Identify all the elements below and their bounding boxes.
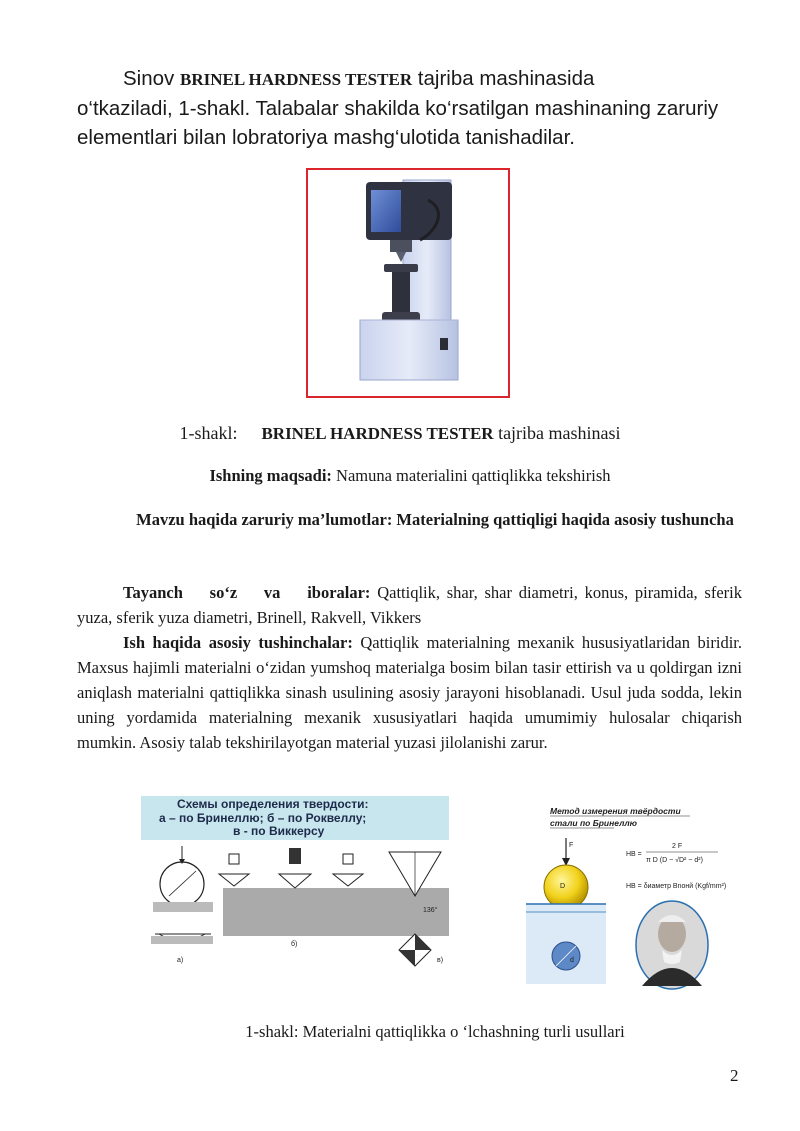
brinell-method-svg xyxy=(522,800,732,992)
force-label: F xyxy=(569,842,574,849)
brinell-ball xyxy=(544,865,588,909)
diagram2-title-line1: Метод измерения твёрдости xyxy=(550,806,681,816)
figure1-machine-name: BRINEL HARDNESS TESTER xyxy=(261,424,494,443)
scheme-a-label: а) xyxy=(177,957,184,964)
figure1-caption xyxy=(0,423,800,444)
formula-numerator: 2 F xyxy=(672,843,683,850)
page-number: 2 xyxy=(730,1066,739,1085)
intro-text-start: Sinov xyxy=(123,67,180,90)
formula-units: HB = δиаметр Bnoнй (Kgf/mm²) xyxy=(626,883,727,890)
hardness-tester-illustration xyxy=(308,170,508,396)
figure2-caption: 1-shakl: Materialni qattiqlikka o ‘lchashning turli usullari xyxy=(245,1022,625,1041)
work-goal xyxy=(0,466,800,486)
hardness-tester-photo xyxy=(306,168,510,398)
hardness-schemes-svg xyxy=(141,796,449,994)
intro-paragraph xyxy=(77,64,727,152)
imprint-diameter-label: d xyxy=(570,957,574,964)
diagram1-title-line1: Схемы определения твердости: xyxy=(177,797,369,811)
basics-paragraph xyxy=(77,630,742,755)
keywords-text: Qattiqlik, shar, shar diametri, konus, piramida, sferik yuza, sferik yuza diametri, Brinell, Rakvell, Vikkers xyxy=(77,583,742,627)
work-goal-text: Namuna materialini qattiqlikka tekshirish xyxy=(331,466,611,485)
figure1-suffix: tajriba mashinasi xyxy=(493,423,621,443)
scheme-b-label: б) xyxy=(291,941,298,948)
brinell-method-diagram xyxy=(522,800,732,992)
figure1-label: 1-shakl: xyxy=(179,423,238,443)
keywords-label: Tayanch so‘z va iboralar: xyxy=(123,583,371,602)
rockwell-indenters xyxy=(219,848,363,888)
diagram1-title-line3: в - по Виккерсу xyxy=(233,824,325,838)
formula-lhs: HB = xyxy=(626,851,642,858)
vickers-angle-label: 136° xyxy=(423,907,438,914)
formula-denominator: π D (D − √D² − d²) xyxy=(646,857,703,864)
brinell-ball-scheme xyxy=(151,846,213,944)
ball-diameter-label: D xyxy=(560,883,566,890)
basics-text: Qattiqlik materialning mexanik hususiyatlaridan biridir. Maxsus hajimli materialni o‘zidan yumshoq materialga bosim bilan tasir ettirish va u qoldirgan izni aniqlash materialni qattiqlikka sinash usulining asosiy jarayoni hisoblanadi. Usul juda sodda, lekin uning yordamida materialning mexanik xususiyatlari haqida umumimiy hulosalar chiqarish mumkin. Asosiy talab tekshirilayotgan material yuzasi jilolanishi zarur. xyxy=(77,633,742,752)
topic-heading: Mavzu haqida zaruriy ma’lumotlar: Materialning qattiqligi haqida asosiy tushuncha xyxy=(136,510,734,529)
diagram1-title-line2: а – по Бринеллю; б – по Роквеллу; xyxy=(159,811,367,825)
work-goal-label: Ishning maqsadi: xyxy=(209,466,332,485)
intro-text-rest: o‘tkaziladi, 1-shakl. Talabalar shakilda ko‘rsatilgan mashinaning zaruriy elementlari bilan lobratoriya mashg‘ulotida tanishadilar. xyxy=(77,97,719,149)
scheme-v-label: в) xyxy=(437,957,444,964)
intro-machine-name: BRINEL HARDNESS TESTER xyxy=(179,70,413,89)
intro-text-mid: tajriba mashinasida xyxy=(412,67,595,90)
diagram2-title-line2: стали по Бринеллю xyxy=(550,818,637,828)
basics-label: Ish haqida asosiy tushinchalar: xyxy=(123,633,353,652)
keywords-paragraph xyxy=(77,580,742,630)
hardness-schemes-diagram xyxy=(141,796,449,994)
